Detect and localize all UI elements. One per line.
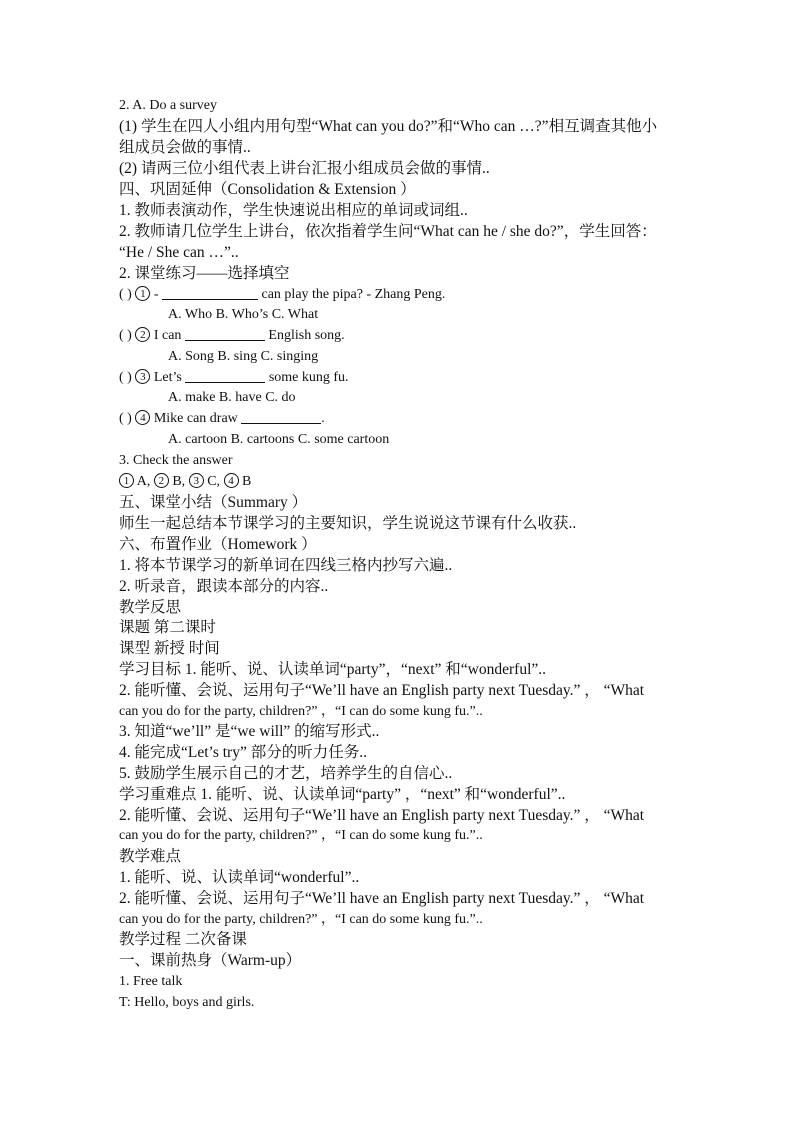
paragraph-line: 2. 能听懂、会说、运用句子“We’ll have an English party next Tuesday.” ， “What bbox=[119, 807, 645, 824]
reflection-heading: 教学反思 bbox=[119, 599, 182, 616]
answer-bracket: ( ) bbox=[119, 328, 136, 343]
fill-blank bbox=[162, 285, 258, 300]
paragraph-line: can you do for the party, children?” ，“I can do some kung fu.”.. bbox=[119, 912, 483, 927]
question-1-options: A. Who B. Who’s C. What bbox=[168, 307, 319, 322]
key-points: 学习重难点 1. 能听、说、认读单词“party” ，“next” 和“wonderful”.. bbox=[119, 786, 566, 803]
section-heading: 六、布置作业（Homework ） bbox=[119, 536, 317, 553]
question-2 bbox=[119, 326, 345, 346]
answer-key bbox=[119, 472, 251, 492]
paragraph-line: 师生一起总结本节课学习的主要知识，学生说说这节课有什么收获.. bbox=[119, 515, 577, 532]
paragraph-line: 1. 能听、说、认读单词“wonderful”.. bbox=[119, 869, 360, 886]
question-4-options: A. cartoon B. cartoons C. some cartoon bbox=[168, 432, 390, 447]
question-3-options: A. make B. have C. do bbox=[168, 390, 296, 405]
survey-heading: 2. A. Do a survey bbox=[119, 98, 217, 113]
question-4 bbox=[119, 409, 325, 429]
paragraph-line: 2. 能听懂、会说、运用句子“We’ll have an English party next Tuesday.” ， “What bbox=[119, 890, 645, 907]
paragraph-line: 5. 鼓励学生展示自己的才艺，培养学生的自信心.. bbox=[119, 765, 453, 782]
section-heading: 一、课前热身（Warm-up） bbox=[119, 952, 302, 969]
circled-number: 4 bbox=[135, 410, 150, 425]
circled-number: 3 bbox=[135, 369, 150, 384]
circled-number: 3 bbox=[189, 473, 204, 488]
paragraph-line: 3. 知道“we’ll” 是“we will” 的缩写形式.. bbox=[119, 723, 380, 740]
paragraph-line: 2. 能听懂、会说、运用句子“We’ll have an English party next Tuesday.” ， “What bbox=[119, 682, 645, 699]
answer-bracket: ( ) bbox=[119, 411, 136, 426]
circled-number: 1 bbox=[135, 286, 150, 301]
lesson-title: 课题 第二课时 bbox=[119, 619, 216, 636]
answer-text: C, bbox=[203, 474, 224, 489]
question-text: English song. bbox=[264, 328, 345, 343]
answer-bracket: ( ) bbox=[119, 370, 136, 385]
paragraph-line: 组成员会做的事情.. bbox=[119, 139, 251, 156]
paragraph-line: 4. 能完成“Let’s try” 部分的听力任务.. bbox=[119, 744, 367, 761]
exercise-heading: 2. 课堂练习——选择填空 bbox=[119, 265, 290, 282]
question-text: Let’s bbox=[150, 370, 186, 385]
answer-bracket: ( ) bbox=[119, 287, 136, 302]
question-text: some kung fu. bbox=[265, 370, 349, 385]
fill-blank bbox=[241, 409, 321, 424]
paragraph-line: 1. 将本节课学习的新单词在四线三格内抄写六遍.. bbox=[119, 557, 453, 574]
question-text: can play the pipa? - Zhang Peng. bbox=[258, 287, 446, 302]
circled-number: 1 bbox=[119, 473, 134, 488]
difficulty-heading: 教学难点 bbox=[119, 848, 182, 865]
paragraph-line: can you do for the party, children?” ，“I can do some kung fu.”.. bbox=[119, 828, 483, 843]
question-3 bbox=[119, 368, 349, 388]
circled-number: 2 bbox=[135, 327, 150, 342]
paragraph-line: (2) 请两三位小组代表上讲台汇报小组成员会做的事情.. bbox=[119, 160, 490, 177]
paragraph-line: 1. 教师表演动作，学生快速说出相应的单词或词组.. bbox=[119, 202, 468, 219]
process-heading: 教学过程 二次备课 bbox=[119, 931, 247, 948]
question-2-options: A. Song B. sing C. singing bbox=[168, 349, 319, 364]
answer-text: B bbox=[238, 474, 252, 489]
question-text: - bbox=[150, 287, 162, 302]
free-talk-heading: 1. Free talk bbox=[119, 974, 183, 989]
question-text: . bbox=[321, 411, 325, 426]
question-text: Mike can draw bbox=[150, 411, 242, 426]
paragraph-line: can you do for the party, children?” ，“I can do some kung fu.”.. bbox=[119, 704, 483, 719]
answer-text: A, bbox=[134, 474, 154, 489]
circled-number: 4 bbox=[224, 473, 239, 488]
learning-goal: 学习目标 1. 能听、说、认读单词“party”，“next” 和“wonderful”.. bbox=[119, 661, 547, 678]
circled-number: 2 bbox=[154, 473, 169, 488]
fill-blank bbox=[185, 326, 265, 341]
paragraph-line: 2. 听录音，跟读本部分的内容.. bbox=[119, 578, 329, 595]
paragraph-line: “He / She can …”.. bbox=[119, 244, 239, 261]
dialogue-line: T: Hello, boys and girls. bbox=[119, 995, 255, 1010]
paragraph-line: 2. 教师请几位学生上讲台，依次指着学生问“What can he / she do?”，学生回答： bbox=[119, 223, 657, 240]
section-heading: 五、课堂小结（Summary ） bbox=[119, 494, 308, 511]
lesson-type: 课型 新授 时间 bbox=[119, 640, 220, 657]
question-text: I can bbox=[150, 328, 185, 343]
answer-text: B, bbox=[168, 474, 189, 489]
section-heading: 四、巩固延伸（Consolidation & Extension ） bbox=[119, 181, 416, 198]
fill-blank bbox=[185, 368, 265, 383]
check-answer-heading: 3. Check the answer bbox=[119, 453, 233, 468]
paragraph-line: (1) 学生在四人小组内用句型“What can you do?”和“Who can …?”相互调查其他小 bbox=[119, 118, 658, 135]
question-1 bbox=[119, 285, 445, 305]
